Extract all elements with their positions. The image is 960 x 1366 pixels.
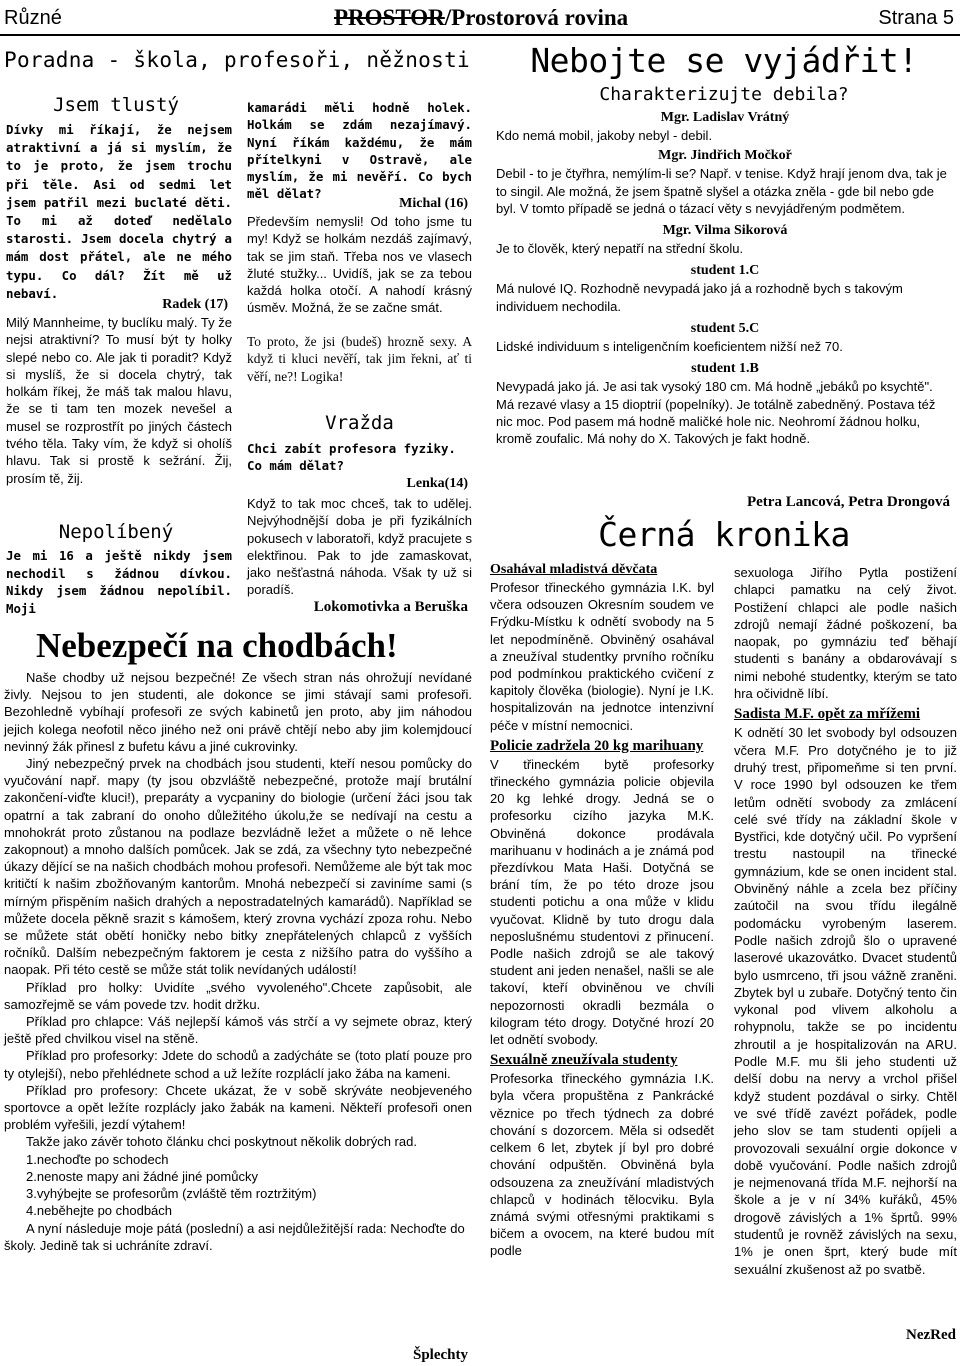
kronika-text-4: sexuologa Jiřího Pytla postižení chlapci pamatku na celý život. Postižení chlapci ale podle našich zdrojů nemají žádné poškození, ba naopak, po gymnáziu teď běhají studenti s banány a obdarovávají s nimi nebohé studentky, kterým se tato hra očividně líbí. — [734, 565, 957, 702]
nebojte-entries — [496, 108, 954, 448]
signature-radek: Radek (17) — [162, 297, 228, 312]
header-rule — [0, 34, 960, 36]
kronika-head-2: Policie zadržela 20 kg marihuany — [490, 737, 704, 754]
kronika-head-3: Sexuálně zneužívala studenty — [490, 1052, 678, 1069]
chodby-tip-4: 4.neběhejte po chodbách — [26, 1203, 173, 1219]
kronika-head-4: Sadista M.F. opět za mřížemi — [734, 706, 921, 723]
author-nebojte: Petra Lancová, Petra Drongová — [746, 494, 950, 510]
article-title-jsem-tlusty: Jsem tlustý — [53, 94, 179, 116]
answer-jsem-tlusty: Milý Mannheime, ty buclíku malý. Ty že nejsi atraktivní? To musí být ty holky slepé nebo co. Ale jak ti poradit? Když si myslíš, že si docela chytrý, tak holkám říkej, že máš tak malou hlavu, že se ti tam ten mozek nevešel a musel se rozprostřít po jiných částech tvého těla. Taky vím, že když si oholíš hlavu. Tak si prostě k sežrání. Žij, prosím tě, žij. — [6, 315, 232, 486]
kronika-text-2: V třineckém bytě profesorky třineckého gymnázia policie objevila 20 kg lehké drogy. Jedná se o profesorku cizího jazyka M.K. Obviněná dokonce prodávala marihuanu v hodinách a je známá pod přezdívkou Mata Haši. Dotyčná se brání tím, že po této droze jsou studenti potichu a ona může v klidu vyučovat. Klidně by tuto drogu dala neposlušnému studentovi z přinucení. Podle našich zdrojů se ale takový student ani jeden nenašel, našli se ale takoví, kteří obviněnou ve chvíli nepozornosti okradli bezmála o kilogram této drogy. Dotyčné hrozí 20 let odnětí svobody. — [490, 756, 714, 1048]
kronika-text-3: Profesorka třineckého gymnázia I.K. byla včera propuštěna z Pankrácké věznice po třech týdnech za dobré chování s dozorcem. Měla si odsedět celkem 6 let, zbytek jí byl pro dobré chování odpuštěn. Obviněná byla odsouzena za zneužívání mladistvých chlapců v hodinách tělocviku. Byla známá svými otřesnými praktikami s bičem a ovocem, na které budou mít podle — [490, 1071, 714, 1259]
kronika-text-5: K odnětí 30 let svobody byl odsouzen včera M.F. Pro dotyčného je to již druhý trest, připomeňme si ten první. V roce 1990 byl odsouzen ke třem letům odnětí svobody za zmlácení celé své třídy na základní škole v Bystřici, kde dotyčný učil. Po vypršení trestu nastoupil na třinecké gymnázium, kde se onen incident stal. Obviněný náhle a zcela bez příčiny zaútočil na svou třídu ilegálně podomácku vyrobeným laserem. Podle našich zdrojů šlo o upravené laserové ukazovátko. Dvacet studentů bylo usmrceno, tři jsou vážně zraněni. Zbytek byl u zubaře. Dotyčný tento čin vykonal pod vlivem alkoholu a rohypnolu, takže se po incidentu zhroutil a je hospitalizován na ARU. Podle M.F. mu šli jeho studenti už delší dobu na nervy a vrchol přišel když student pozdával o sirky. Chtěl ve své třídě zavézt pořádek, podle jeho slov se tam studenti opíjeli a provozovali sexuální orgie dokonce v době vyučování. Podle našich zdrojů je nejmenovaná třída M.F. nejhorší na škole a je v ní 34% kuřáků, 45% drogově závislých a 1% šprtů. 99% studentů je rovněž závislých na sexu, 1% je onen šprt, který bude mít sexuální zkušenost až po svatbě. — [734, 725, 957, 1277]
header-title-rest: /Prostorová rovina — [444, 5, 629, 30]
letter-jsem-tlusty — [6, 121, 232, 303]
section-title: Poradna - škola, profesoři, něžnosti — [4, 48, 470, 72]
chodby-tip-3: 3.vyhýbejte se profesorům (zvláště těm roztržitým) — [26, 1186, 317, 1202]
chodby-body — [4, 669, 472, 1254]
chodby-paragraph-6: Příklad pro profesory: Chcete ukázat, že v sobě skrýváte neobjeveného sportovce a opět ležíte rozplácly jako žabák na kameni. Někteří profesoři onen problém vyřešili, jezdí výtahem! — [4, 1082, 472, 1133]
letter-vrazda: Chci zabít profesora fyziky. Co mám dělat? — [247, 441, 456, 474]
letter-nepolibeny-cont: kamarádi měli hodně holek. Holkám se zdám nezajímavý. Nyní říkám každému, že mám přítelkyni v Ostravě, ale myslím, že mi nevěří. Co bych měl dělat? — [247, 100, 472, 202]
nebojte-text-student-1b: Nevypadá jako já. Je asi tak vysoký 180 cm. Má hodně „jebáků po ksychtě". Má rezavé vlasy a 15 dioptrií (popelníky). Je totálně zabedněný. Postava též nic moc. Pod pasem má hodně maličké hole nic. Neohromí žádnou holku, kromě zoufalic. Má nohy do X. Takových je fakt hodně. — [496, 379, 936, 447]
chodby-paragraph-5: Příklad pro profesorky: Jdete do schodů a zadýcháte se (toto platí pouze pro ty otylejší), nebo přehlédnete schod a už ležíte rozpláclí jako žába na kameni. — [4, 1048, 472, 1081]
chodby-paragraph-1: Naše chodby už nejsou bezpečné! Ze všech stran nás ohrožují nevídané živly. Nejsou to jen studenti, ale dokonce se jimi stávají sami profesoři. Bezohledně vybíhají profesoři ze svých kabinetů jen proto, aby jim náhodou jejich kolega neofotil něco jiného než oni právě chtějí nebo aby jim kolemjdoucí nevinný žák přinesl z bufetu kávu a jiné cukrovinky. — [4, 670, 472, 754]
nebojte-name-sikorova: Mgr. Vilma Sikorová — [662, 223, 788, 239]
nebojte-text-student-5c: Lidské individuum s inteligenčním koeficientem nižší než 70. — [496, 339, 843, 355]
chodby-tip-2: 2.nenoste mapy ani žádné jiné pomůcky — [26, 1168, 258, 1184]
answer-nepolibeny-end: To proto, že jsi (budeš) hrozně sexy. A když ti kluci nevěří, tak jim řekni, ať ti věří, ne?! Logika! — [247, 334, 472, 384]
nebojte-text-mockor: Debil - to je čtyřhra, nemýlím-li se? Např. v tenise. Když hrají jenom dva, tak je to singil. Ale možná, že jsem špatně slyšel a otázka zněla - gde bil nebo gde byl. V tomto případě se jedná o tázací věty s nevyjádřeným podmětem. — [496, 166, 947, 216]
header-title-strike: PROSTOR — [334, 5, 445, 30]
header-section-label: Různé — [4, 7, 62, 29]
article-title-cerna-kronika: Černá kronika — [598, 515, 850, 554]
chodby-paragraph-7: Takže jako závěr tohoto článku chci poskytnout několik dobrých rad. — [26, 1134, 417, 1150]
article-subtitle-nebojte: Charakterizujte debila? — [599, 84, 849, 105]
author-splechty: Šplechty — [412, 1347, 468, 1363]
signature-lenka: Lenka(14) — [406, 476, 468, 491]
chodby-paragraph-4: Příklad pro chlapce: Váš nejlepší kámoš vás strčí a vy sejmete obraz, který ještě před chvilkou visel na stěně. — [4, 1014, 472, 1047]
kronika-column-1 — [490, 561, 714, 1260]
nebojte-name-vratny: Mgr. Ladislav Vrátný — [660, 110, 790, 125]
article-title-nepolibeny: Nepolíbený — [58, 521, 174, 543]
nebojte-text-vratny: Kdo nemá mobil, jakoby nebyl - debil. — [496, 128, 713, 143]
nebojte-name-mockor: Mgr. Jindřich Močkoř — [658, 148, 792, 164]
signature-michal: Michal (16) — [399, 196, 468, 211]
author-nezred: NezRed — [906, 1327, 956, 1343]
article-title-nebojte: Nebojte se vyjádřit! — [530, 41, 918, 80]
nebojte-name-student-1c: student 1.C — [690, 263, 760, 279]
author-lokomotivka: Lokomotivka a Beruška — [313, 599, 468, 615]
chodby-paragraph-3: Příklad pro holky: Uvidíte „svého vyvoleného".Chcete zapůsobit, ale samozřejmě se vám povede tzv. hodit držku. — [4, 979, 472, 1012]
chodby-closing: A nyní následuje moje pátá (poslední) a asi nejdůležitější rada: Nechoďte do školy. Jedině tak si uchráníte zdraví. — [4, 1220, 465, 1253]
header-publication-title — [334, 5, 628, 31]
nebojte-name-student-5c: student 5.C — [690, 321, 760, 337]
letter-nepolibeny: Je mi 16 a ještě nikdy jsem nechodil s žádnou dívkou. Nikdy jsem žádnou nepolíbil. Moji — [6, 548, 232, 616]
answer-nepolibeny: Především nemysli! Od toho jsme tu my! Když se holkám nezdáš zajímavý, tak se jim staň. Třeba nos ve vlasech žluté stužky... Uvidíš, jak se za tebou každá holka otočí. A nahodí krásný úsměv. Možná, že se začne smát. — [247, 214, 472, 316]
nebojte-text-sikorova: Je to člověk, který nepatří na střední školu. — [496, 241, 744, 257]
nebojte-text-student-1c: Má nulové IQ. Rozhodně nevypadá jako já a rozhodně bych s takovým individuem nechodila. — [496, 281, 903, 314]
letter-text: Dívky mi říkají, že nejsem atraktivní a já si myslím, že to je proto, že jsem trochu při těle. Asi od sedmi let jsem patřil mezi buclaté děti. To mi až doteď nedělalo starosti. Jsem docela chytrý a mám dost přátel, ale ne mého typu. Co dál? Žít mě už nebaví. — [6, 122, 232, 301]
article-title-vrazda: Vražda — [325, 412, 394, 434]
kronika-text-1: Profesor třineckého gymnázia I.K. byl včera odsouzen Okresním soudem ve Frýdku-Místku k odnětí svobody na 5 let nepodmíněně. Obviněný osahával a zneužíval studentky prvního ročníku pod podmínkou praktického cvičení z kapitoly člověka (biologie). Nyní je I.K. hospitalizován na jednotce intenzivní péče v místní nemocnici. — [490, 580, 714, 733]
chodby-paragraph-2: Jiný nebezpečný prvek na chodbách jsou studenti, kteří nesou pomůcky do vyučování např. mapy (ty jsou obzvláště nebezpečné, protože mají brutální zakončení-viďte kluci!), preparáty a vycpaniny do biologie (určení žáci jsou tak opatrní a tak zabraní do onoho důležitého úkolu,že se nedívají na cestu a mnohokrát proto zůstanou na podlaze bezvládně ležet a můžete o ně lehce zakopnout) a mnoho dalších pomůcek. Jak se zdá, za všechny tyto nebezpečné úkazy dějící se na našich chodbách mohou profesoři. Nemůžeme ale být tak moc kritičtí k našim zbožňovaným kantorům. Mnohá nebezpečí si zaviníme sami (s mírným přispěním našich drahých a nepostradatelných kamarádů). Například se můžete docela pěkně srazit s kámošem, který zrovna vychází zpoza rohu. Nebo se můžete stát obětí honičky nebo bitky znepřátelených chlapců z vyšších ročníků. Dalším nebezpečným faktorem je cesta z nižšího patra do vyššího a naopak. Při této cestě se může stát tolik nevídaných událostí! — [4, 756, 472, 978]
header-page-number: Strana 5 — [878, 7, 954, 29]
chodby-tip-1: 1.nechoďte po schodech — [26, 1151, 169, 1167]
kronika-head-1: Osahával mladistvá děvčata — [490, 562, 658, 577]
answer-vrazda: Když to tak moc chceš, tak to udělej. Nejvýhodnější doba je při fyzikálních pokusech v laboratoři, když pracujete s elektřinou. Pak to jde zamaskovat, jako nešťastná náhoda. Však ty už si poradíš. — [247, 496, 472, 598]
kronika-column-2 — [734, 564, 957, 1278]
nebojte-name-student-1b: student 1.B — [691, 361, 759, 377]
article-title-chodby: Nebezpečí na chodbách! — [36, 626, 398, 665]
